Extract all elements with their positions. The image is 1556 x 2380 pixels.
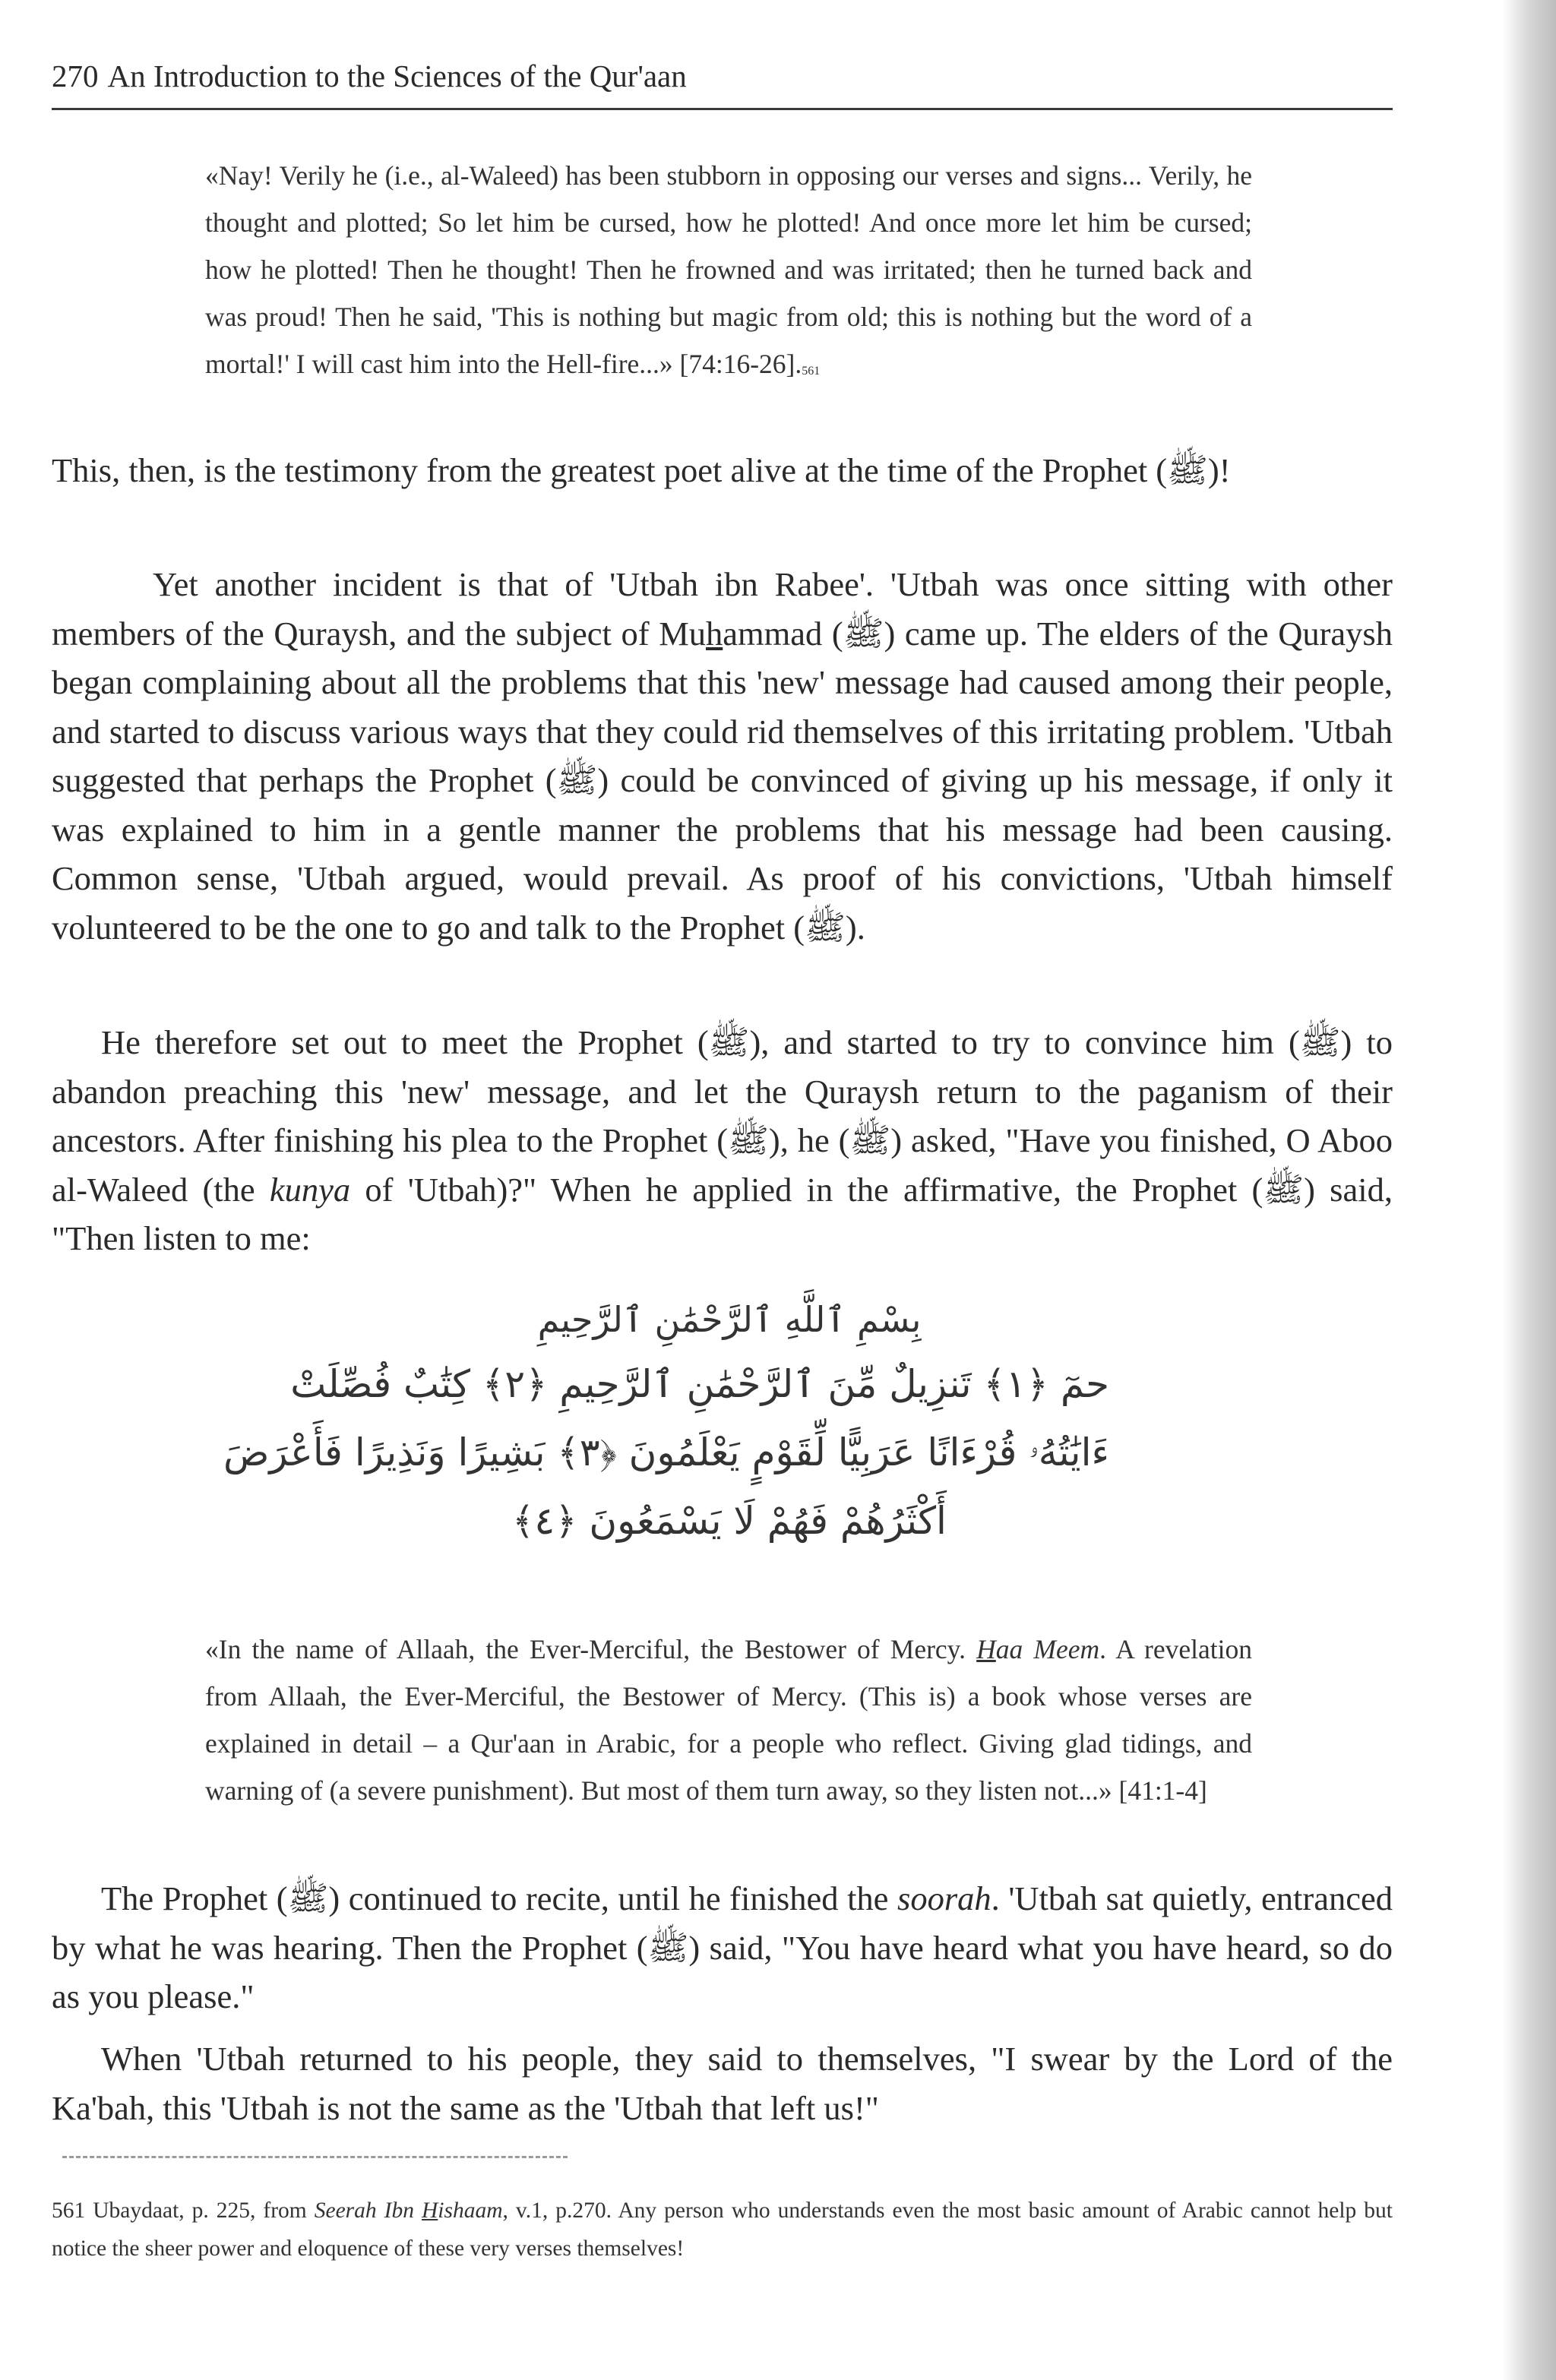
paragraph-recitation	[52, 1874, 1393, 2021]
paragraph-return	[52, 2034, 1393, 2132]
paragraph-utbah-text-a: Yet another incident is that of 'Utbah ibn Rabee'. 'Utbah was once sitting with other members of the Quraysh, and the subject of Mu	[52, 565, 1393, 653]
haa-meem	[976, 1634, 1099, 1664]
underlined-letter: h	[706, 614, 723, 653]
haa-underlined: H	[976, 1634, 996, 1664]
hishaam-rest: ishaam	[438, 2198, 503, 2223]
paragraph-return-text: When 'Utbah returned to his people, they said to themselves, "I swear by the Lord of the Ka'bah, this 'Utbah is not the same as the 'Utbah that left us!"	[52, 2040, 1393, 2127]
arabic-line-1: حمٓ ﴿١﴾ تَنزِيلٌ مِّنَ ٱلرَّحْمَٰنِ ٱلرَّحِيمِ ﴿٢﴾ كِتَٰبٌ فُصِّلَتْ	[290, 1362, 1109, 1406]
italic-kunya: kunya	[269, 1170, 351, 1209]
arabic-basmala: بِسْمِ ٱللَّهِ ٱلرَّحْمَٰنِ ٱلرَّحِيمِ	[537, 1299, 922, 1340]
footnote-source-title	[315, 2198, 503, 2223]
footnote-number: 561	[52, 2198, 86, 2223]
paragraph-recitation-text-a: The Prophet (ﷺ) continued to recite, until he finished the	[101, 1879, 897, 1917]
arabic-line-2: ءَايَٰتُهُۥ قُرْءَانًا عَرَبِيًّا لِّقَوْمٍ يَعْلَمُونَ ﴿٣﴾ بَشِيرًا وَنَذِيرًا فَأَعْرَضَ	[223, 1430, 1109, 1474]
footnote-text-b: , v.1, p.270. Any person who understands even the most basic amount of Arabic cannot help but notice the sheer power and eloquence of these very verses themselves!	[52, 2198, 1393, 2261]
paragraph-utbah-text-b: ammad (ﷺ) came up. The elders of the Quraysh began complaining about all the problems that this 'new' message had caused among their people, and started to discuss various ways that they could rid themselves of this irritating problem. 'Utbah suggested that perhaps the Prophet (ﷺ) could be convinced of giving up his message, if only it was explained to him in a gentle manner the problems that his message had been causing. Common sense, 'Utbah argued, would prevail. As proof of his convictions, 'Utbah himself volunteered to be the one to go and talk to the Prophet (ﷺ).	[52, 614, 1393, 947]
paragraph-recitation-text-b: . 'Utbah sat quietly, entranced by what he was hearing. Then the Prophet (ﷺ) said, "You have heard what you have heard, so do as you please."	[52, 1879, 1393, 2015]
footnote-ref: 561	[802, 365, 821, 378]
haa-rest: aa Meem	[995, 1634, 1100, 1664]
hishaam-underlined: H	[421, 2198, 438, 2223]
book-title: An Introduction to the Sciences of the Qur'aan	[107, 58, 687, 93]
arabic-verses	[223, 1289, 1109, 1555]
footnote-text-a: Ubaydaat, p. 225, from	[93, 2198, 315, 2223]
quote-41-text-b: . A revelation from Allaah, the Ever-Merciful, the Bestower of Mercy. (This is) a book whose verses are explained in detail – a Qur'aan in Arabic, for a people who reflect. Giving glad tidings, and warning of (a severe punishment). But most of them turn away, so they listen not...» [41:1-4]	[205, 1634, 1252, 1806]
paragraph-testimony-text: This, then, is the testimony from the greatest poet alive at the time of the Prophet (ﷺ)!	[52, 451, 1231, 489]
paragraph-meeting	[52, 1018, 1393, 1263]
seerah-title: Seerah Ibn	[314, 2198, 422, 2223]
quote-41-text-a: «In the name of Allaah, the Ever-Merciful, the Bestower of Mercy.	[205, 1634, 977, 1664]
quran-quote-41	[205, 1626, 1252, 1814]
quote-74-text: «Nay! Verily he (i.e., al-Waleed) has been stubborn in opposing our verses and signs... Verily, he thought and plotted; So let him be cursed, how he plotted! And once more let him be cursed; how he plotted! Then he thought! Then he frowned and was irritated; then he turned back and was proud! Then he said, 'This is nothing but magic from old; this is nothing but the word of a mortal!' I will cast him into the Hell-fire...» [74:16-26].	[205, 160, 1252, 379]
page-number: 270	[52, 58, 99, 93]
italic-soorah: soorah	[897, 1879, 991, 1917]
page-edge-shadow	[1503, 0, 1556, 2380]
footnote-561	[52, 2192, 1393, 2268]
footnote-separator	[62, 2156, 568, 2158]
arabic-line-3: أَكْثَرُهُمْ فَهُمْ لَا يَسْمَعُونَ ﴿٤﴾	[512, 1499, 947, 1543]
paragraph-meeting-text-b: of 'Utbah)?" When he applied in the affirmative, the Prophet (ﷺ) said, "Then listen to me:	[52, 1170, 1393, 1257]
paragraph-meeting-text-a: He therefore set out to meet the Prophet (ﷺ), and started to try to convince him (ﷺ) to abandon preaching this 'new' message, and let the Quraysh return to the paganism of their ancestors. After finishing his plea to the Prophet (ﷺ), he (ﷺ) asked, "Have you finished, O Aboo al-Waleed (the	[52, 1023, 1393, 1209]
quran-quote-74	[205, 152, 1252, 387]
running-header	[52, 53, 1393, 110]
paragraph-utbah-incident	[52, 560, 1393, 952]
paragraph-testimony	[52, 446, 1393, 495]
